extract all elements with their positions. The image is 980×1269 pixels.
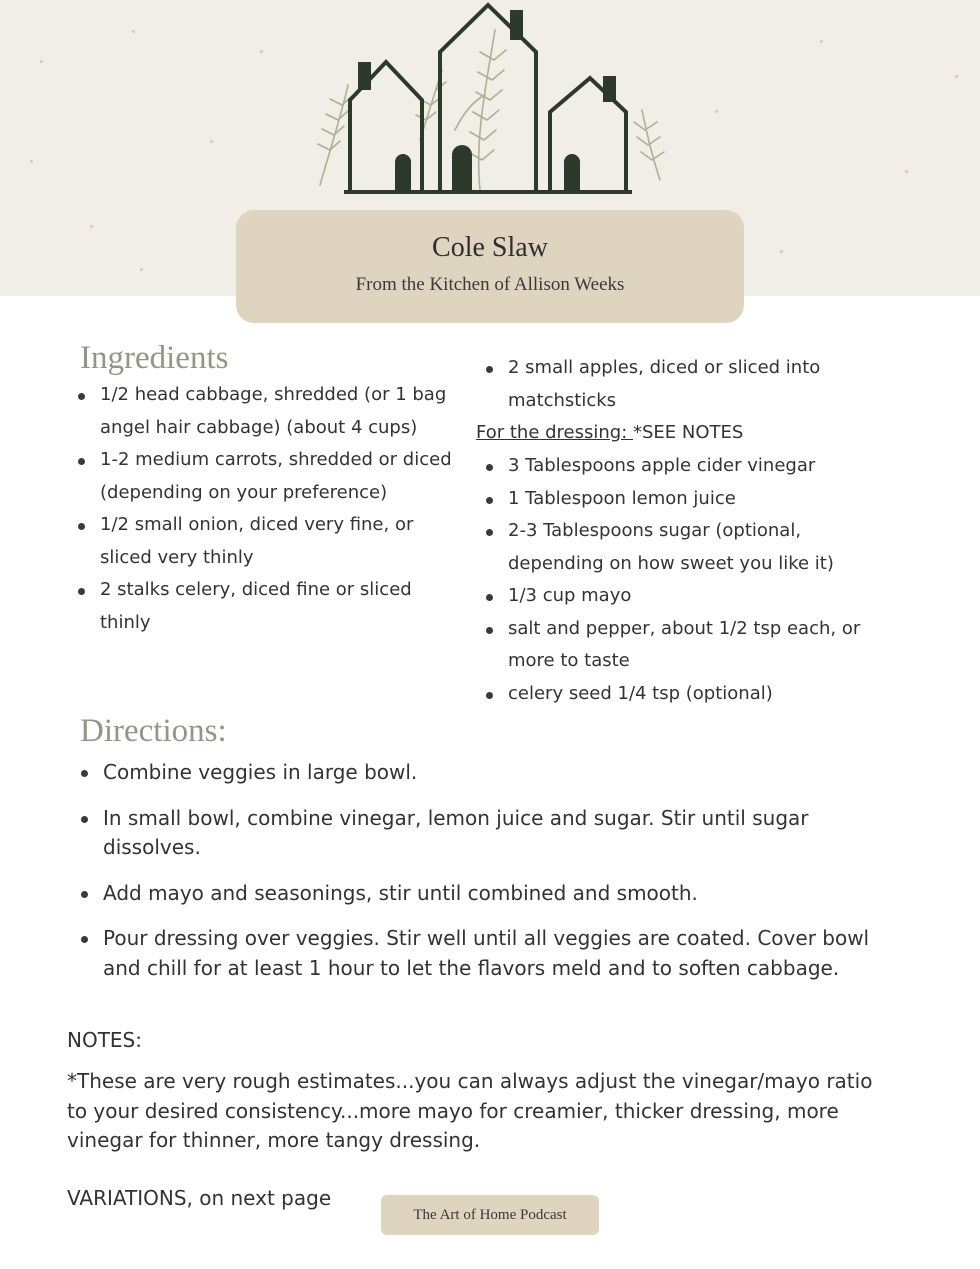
dressing-item: 3 Tablespoons apple cider vinegar bbox=[484, 450, 884, 483]
ingredient-item: 1/2 head cabbage, shredded (or 1 bag angel hair cabbage) (about 4 cups) bbox=[76, 379, 466, 444]
notes-label: NOTES: bbox=[67, 1028, 142, 1052]
dressing-note: *SEE NOTES bbox=[633, 422, 744, 443]
notes-text: *These are very rough estimates...you can always adjust the vinegar/mayo ratio to your desired consistency...more mayo for creamier, thicker dressing, more vinegar for thinner, more tangy dressing. bbox=[67, 1069, 873, 1152]
direction-step: Combine veggies in large bowl. bbox=[79, 758, 879, 788]
houses-with-leaves-icon bbox=[300, 0, 680, 200]
ingredient-item: 1-2 medium carrots, shredded or diced (depending on your preference) bbox=[76, 444, 466, 509]
recipe-title: Cole Slaw bbox=[432, 232, 548, 263]
dressing-list bbox=[484, 450, 884, 710]
ingredient-item: 1/2 small onion, diced very fine, or sliced very thinly bbox=[76, 509, 466, 574]
ingredients-heading: Ingredients bbox=[80, 340, 229, 376]
variations-text: VARIATIONS, on next page bbox=[67, 1186, 332, 1210]
directions-list bbox=[79, 758, 879, 999]
dressing-item: salt and pepper, about 1/2 tsp each, or more to taste bbox=[484, 613, 884, 678]
dressing-label-text: For the dressing: bbox=[476, 422, 633, 443]
ingredients-list-left bbox=[76, 379, 466, 639]
dressing-item: celery seed 1/4 tsp (optional) bbox=[484, 678, 884, 711]
direction-step: Add mayo and seasonings, stir until combined and smooth. bbox=[79, 879, 879, 909]
ingredient-item: 2 stalks celery, diced fine or sliced thinly bbox=[76, 574, 466, 639]
dressing-item: 1 Tablespoon lemon juice bbox=[484, 483, 884, 516]
dressing-item: 1/3 cup mayo bbox=[484, 580, 884, 613]
recipe-subtitle: From the Kitchen of Allison Weeks bbox=[355, 274, 625, 295]
direction-step: Pour dressing over veggies. Stir well until all veggies are coated. Cover bowl and chill for at least 1 hour to let the flavors meld and to soften cabbage. bbox=[79, 924, 879, 983]
ingredient-item: 2 small apples, diced or sliced into matchsticks bbox=[484, 352, 864, 417]
dressing-item: 2-3 Tablespoons sugar (optional, depending on how sweet you like it) bbox=[484, 515, 884, 580]
podcast-badge: The Art of Home Podcast bbox=[381, 1195, 599, 1235]
title-card bbox=[236, 210, 744, 323]
directions-heading: Directions: bbox=[80, 713, 227, 749]
direction-step: In small bowl, combine vinegar, lemon juice and sugar. Stir until sugar dissolves. bbox=[79, 804, 879, 863]
ingredients-list-right bbox=[484, 352, 864, 417]
dressing-label bbox=[476, 417, 743, 449]
